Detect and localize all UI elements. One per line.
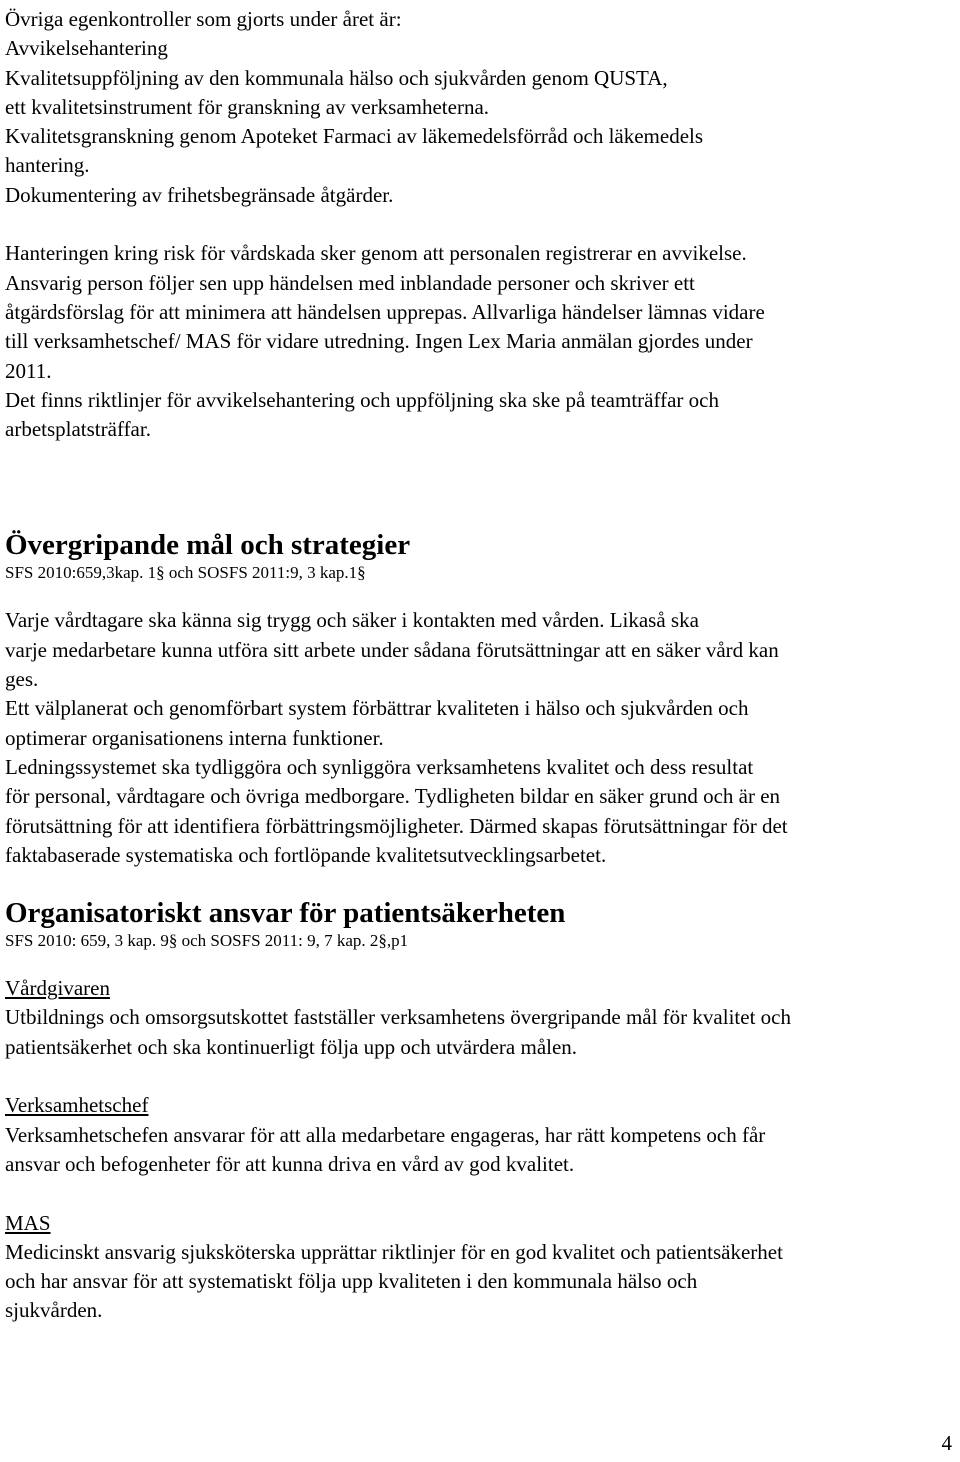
role-line: Utbildnings och omsorgsutskottet fastställer verksamhetens övergripande mål för kvalitet och bbox=[5, 1005, 791, 1030]
role-title: Vårdgivaren bbox=[5, 976, 110, 1001]
intro-section bbox=[5, 5, 955, 210]
goals-line: ges. bbox=[5, 667, 39, 692]
goals-reference: SFS 2010:659,3kap. 1§ och SOSFS 2011:9, 3 kap.1§ bbox=[5, 563, 366, 583]
deviation-line: åtgärdsförslag för att minimera att händelsen upprepas. Allvarliga händelser lämnas vidare bbox=[5, 299, 765, 324]
spacer bbox=[5, 952, 955, 974]
role-title: Verksamhetschef bbox=[5, 1093, 149, 1118]
role-verksamhetschef bbox=[5, 1091, 955, 1179]
role-line: sjukvården. bbox=[5, 1298, 103, 1323]
deviation-line: Hanteringen kring risk för vårdskada sker genom att personalen registrerar en avvikelse. bbox=[5, 241, 747, 266]
role-line: ansvar och befogenheter för att kunna driva en vård av god kvalitet. bbox=[5, 1151, 575, 1176]
role-line: Verksamhetschefen ansvarar för att alla medarbetare engageras, har rätt kompetens och får bbox=[5, 1122, 766, 1147]
intro-line: ett kvalitetsinstrument för granskning av verksamheterna. bbox=[5, 94, 490, 119]
role-title: MAS bbox=[5, 1210, 51, 1235]
intro-line: Övriga egenkontroller som gjorts under året är: bbox=[5, 7, 402, 31]
role-line: patientsäkerhet och ska kontinuerligt följa upp och utvärdera målen. bbox=[5, 1034, 578, 1059]
spacer bbox=[5, 1062, 955, 1091]
goals-section bbox=[5, 528, 955, 870]
goals-heading: Övergripande mål och strategier bbox=[5, 529, 411, 562]
responsibility-heading: Organisatoriskt ansvar för patientsäkerheten bbox=[5, 897, 566, 930]
intro-line: Avvikelsehantering bbox=[5, 36, 168, 61]
role-line: och har ansvar för att systematiskt följa upp kvaliteten i den kommunala hälso och bbox=[5, 1269, 698, 1294]
goals-line: Ett välplanerat och genomförbart system förbättrar kvaliteten i hälso och sjukvården och bbox=[5, 696, 749, 721]
role-line: Medicinskt ansvarig sjuksköterska upprättar riktlinjer för en god kvalitet och patientsäkerhet bbox=[5, 1239, 783, 1264]
deviation-line: Ansvarig person följer sen upp händelsen med inblandade personer och skriver ett bbox=[5, 270, 695, 295]
deviation-line: 2011. bbox=[5, 358, 52, 383]
spacer bbox=[5, 584, 955, 606]
deviation-line: arbetsplatsträffar. bbox=[5, 417, 151, 442]
goals-line: för personal, vårdtagare och övriga medborgare. Tydligheten bildar en säker grund och är en bbox=[5, 784, 781, 809]
intro-line: Kvalitetsuppföljning av den kommunala hälso och sjukvården genom QUSTA, bbox=[5, 65, 668, 90]
intro-line: hantering. bbox=[5, 153, 90, 178]
goals-line: Varje vårdtagare ska känna sig trygg och säker i kontakten med vården. Likaså ska bbox=[5, 608, 699, 633]
role-mas bbox=[5, 1209, 955, 1326]
page-number: 4 bbox=[941, 1431, 952, 1455]
deviation-line: till verksamhetschef/ MAS för vidare utredning. Ingen Lex Maria anmälan gjordes under bbox=[5, 329, 753, 354]
responsibility-reference: SFS 2010: 659, 3 kap. 9§ och SOSFS 2011: 9, 7 kap. 2§,p1 bbox=[5, 931, 409, 951]
goals-line: Ledningssystemet ska tydliggöra och synliggöra verksamhetens kvalitet och dess resultat bbox=[5, 754, 754, 779]
intro-line: Kvalitetsgranskning genom Apoteket Farmaci av läkemedelsförråd och läkemedels bbox=[5, 124, 704, 149]
role-vardgivaren bbox=[5, 974, 955, 1062]
spacer bbox=[5, 1179, 955, 1208]
goals-line: optimerar organisationens interna funktioner. bbox=[5, 725, 384, 750]
goals-line: faktabaserade systematiska och fortlöpande kvalitetsutvecklingsarbetet. bbox=[5, 842, 607, 867]
deviation-line: Det finns riktlinjer för avvikelsehantering och uppföljning ska ske på teamträffar och bbox=[5, 387, 719, 412]
spacer bbox=[5, 210, 955, 239]
intro-line: Dokumentering av frihetsbegränsade åtgärder. bbox=[5, 182, 394, 207]
responsibility-section bbox=[5, 896, 955, 1326]
deviation-section bbox=[5, 239, 955, 444]
page-content bbox=[5, 0, 955, 1326]
goals-line: varje medarbetare kunna utföra sitt arbete under sådana förutsättningar att en säker vård kan bbox=[5, 637, 779, 662]
goals-line: förutsättning för att identifiera förbättringsmöjligheter. Därmed skapas förutsättningar för det bbox=[5, 813, 788, 838]
